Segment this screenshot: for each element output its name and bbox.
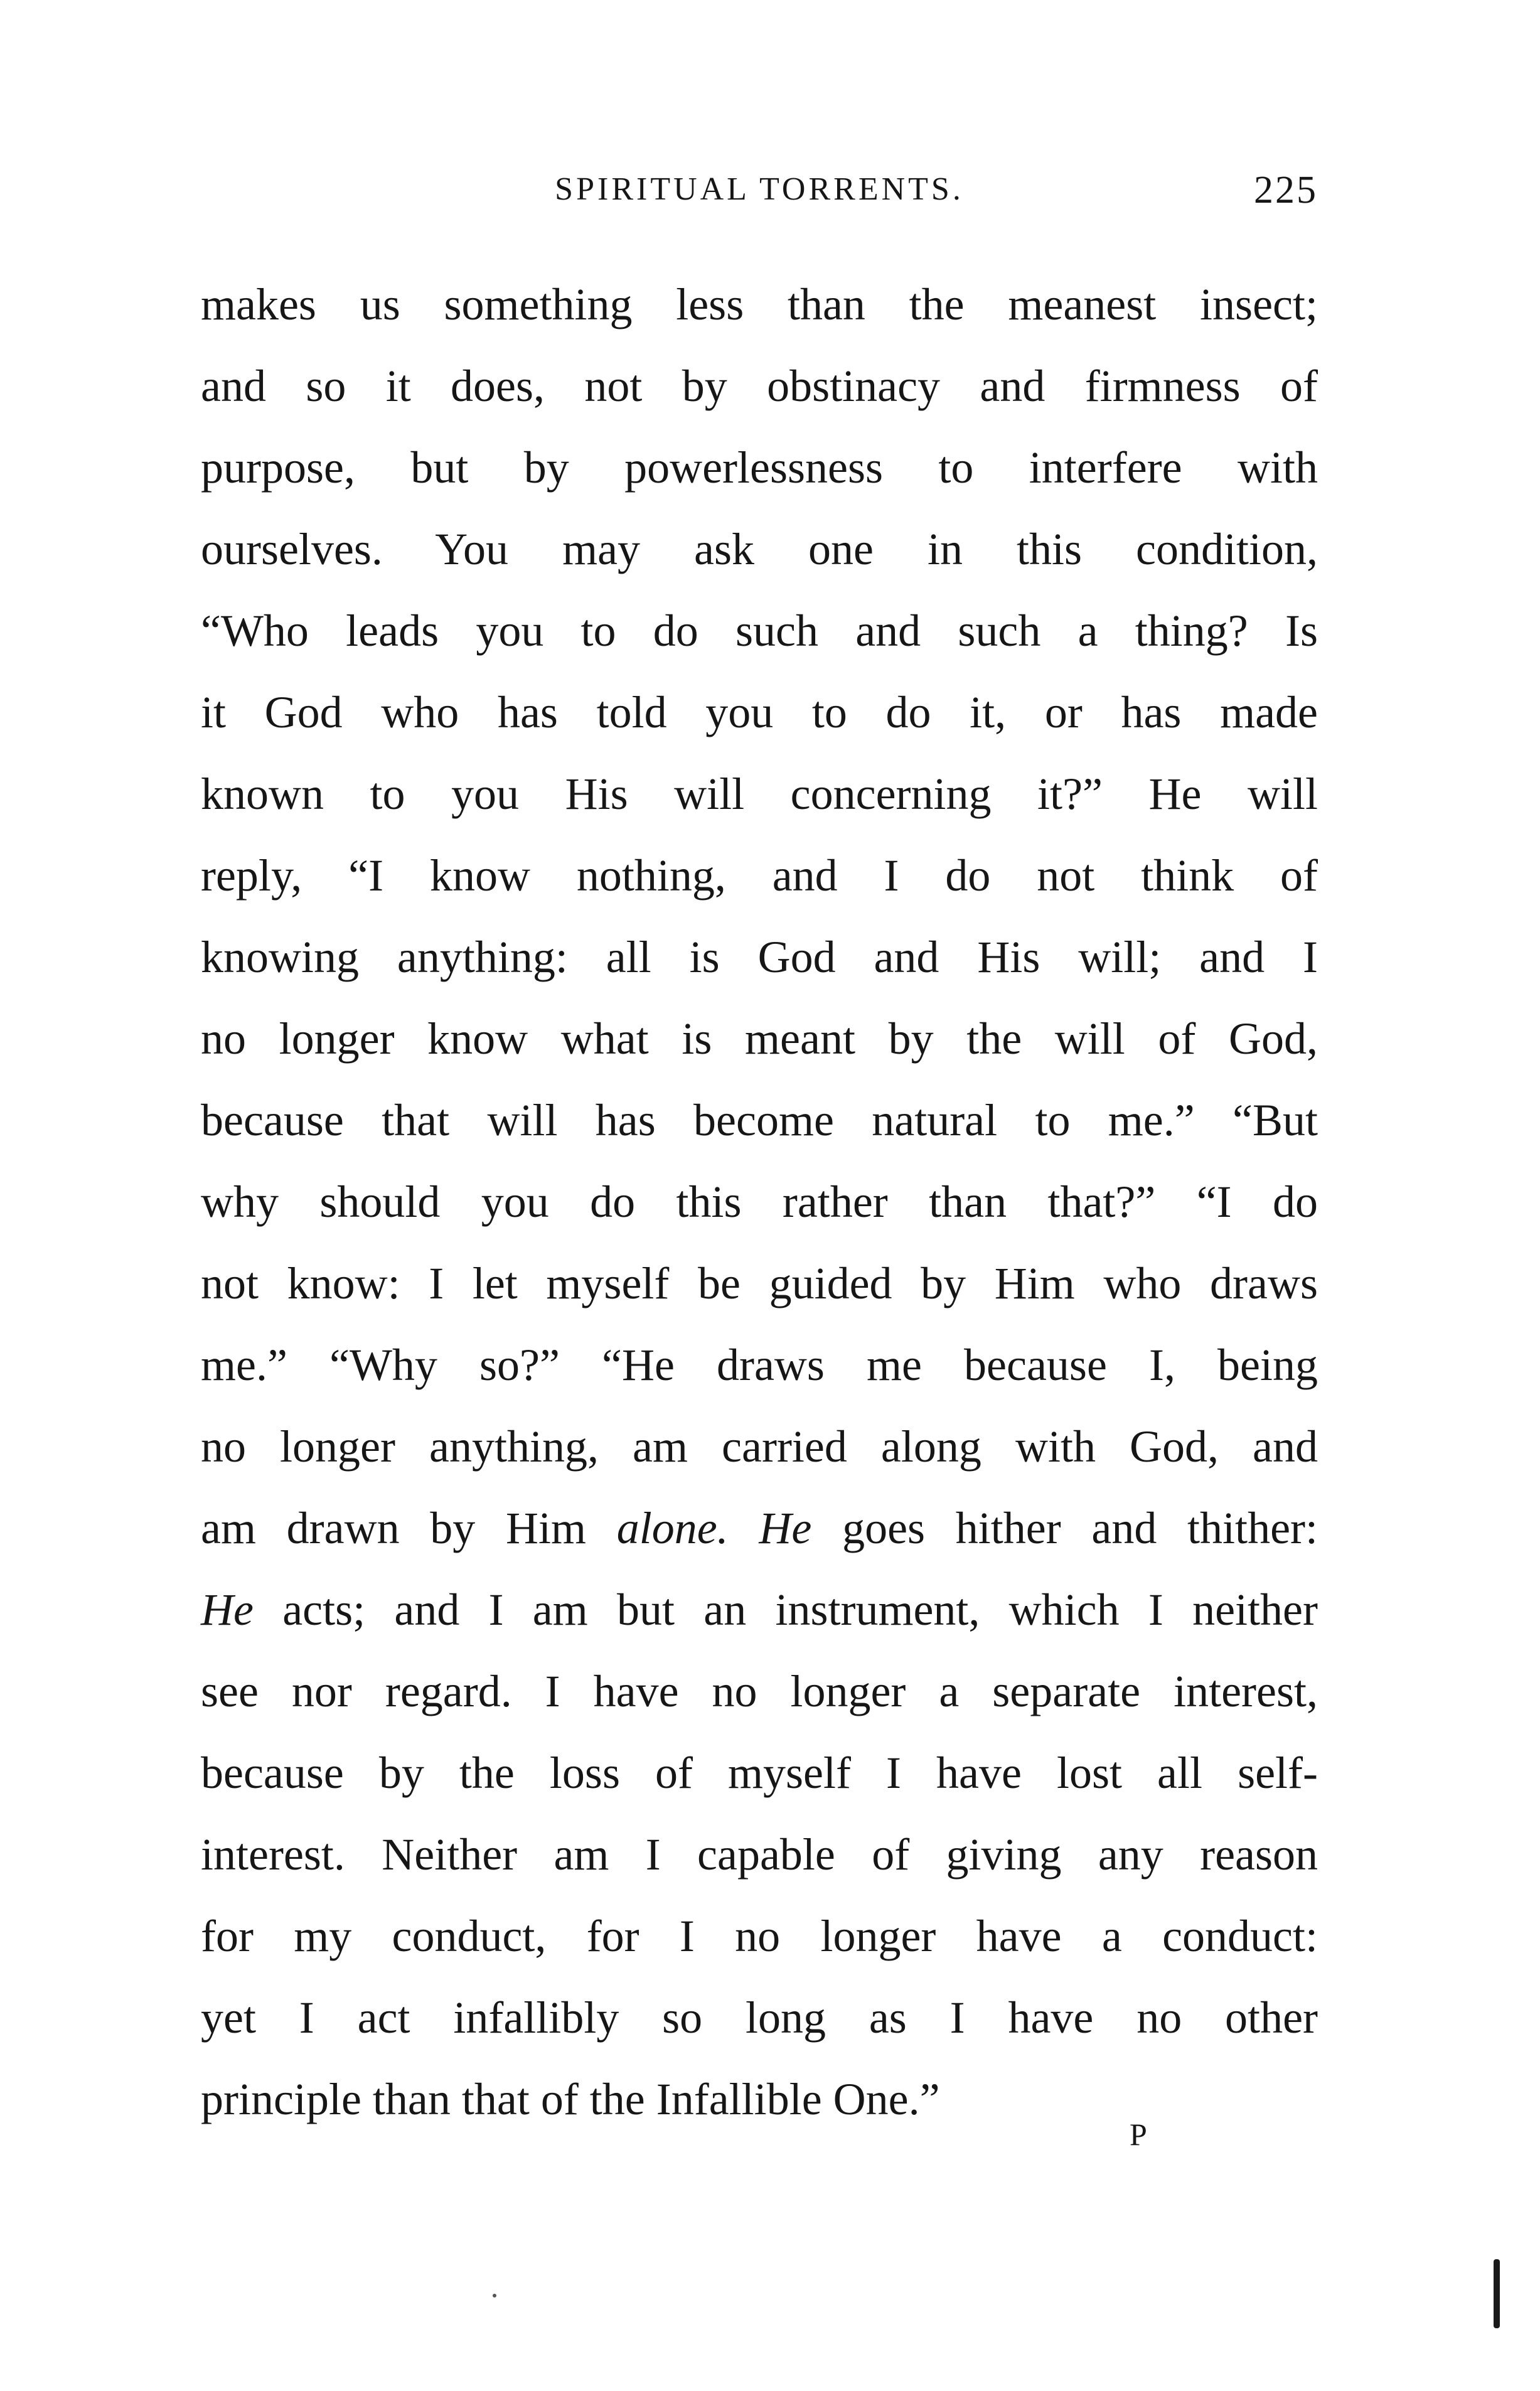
text-line: yet I act infallibly so long as I have no other	[201, 1993, 1318, 2043]
text-span	[729, 1503, 759, 1553]
italic-span: He	[759, 1503, 812, 1553]
text-line: ourselves. You may ask one in this condition,	[201, 524, 1318, 574]
text-line: knowing anything: all is God and His will; and I	[201, 932, 1318, 982]
text-line: known to you His will concerning it?” He will	[201, 769, 1318, 819]
text-span: acts; and I am but an instrument, which I neither	[253, 1585, 1318, 1635]
page-number: 225	[1254, 169, 1318, 211]
signature-mark: P	[1130, 2117, 1147, 2152]
text-line-with-italics	[201, 1569, 1318, 1650]
body-text	[201, 264, 1318, 2140]
text-line: it God who has told you to do it, or has made	[201, 687, 1318, 737]
italic-span: He	[201, 1585, 254, 1635]
text-line: “Who leads you to do such and such a thing? Is	[201, 606, 1318, 656]
text-line: and so it does, not by obstinacy and firmness of	[201, 361, 1318, 411]
text-line: see nor regard. I have no longer a separate interest,	[201, 1666, 1318, 1716]
text-span: am drawn by Him	[201, 1503, 617, 1553]
running-title: SPIRITUAL TORRENTS.	[555, 171, 964, 207]
running-head	[201, 164, 1318, 215]
text-span: goes hither and thither:	[811, 1503, 1318, 1553]
paper-speck	[493, 2294, 496, 2297]
text-line: because by the loss of myself I have lost all self-	[201, 1748, 1318, 1798]
text-line: for my conduct, for I no longer have a conduct:	[201, 1911, 1318, 1961]
text-line: me.” “Why so?” “He draws me because I, being	[201, 1340, 1318, 1390]
text-line: because that will has become natural to me.” “But	[201, 1095, 1318, 1145]
text-line: interest. Neither am I capable of giving any reason	[201, 1829, 1318, 1880]
text-line: why should you do this rather than that?” “I do	[201, 1177, 1318, 1227]
text-line: not know: I let myself be guided by Him who draws	[201, 1258, 1318, 1308]
italic-span: alone.	[616, 1503, 729, 1553]
text-line: reply, “I know nothing, and I do not think of	[201, 850, 1318, 901]
text-line-with-italics	[201, 1487, 1318, 1569]
text-line: no longer know what is meant by the will of God,	[201, 1014, 1318, 1064]
margin-mark	[1494, 2259, 1500, 2328]
text-line: no longer anything, am carried along with God, and	[201, 1421, 1318, 1472]
text-line: makes us something less than the meanest insect;	[201, 279, 1318, 329]
text-line: purpose, but by powerlessness to interfere with	[201, 442, 1318, 493]
text-line: principle than that of the Infallible One.”	[201, 2074, 940, 2124]
